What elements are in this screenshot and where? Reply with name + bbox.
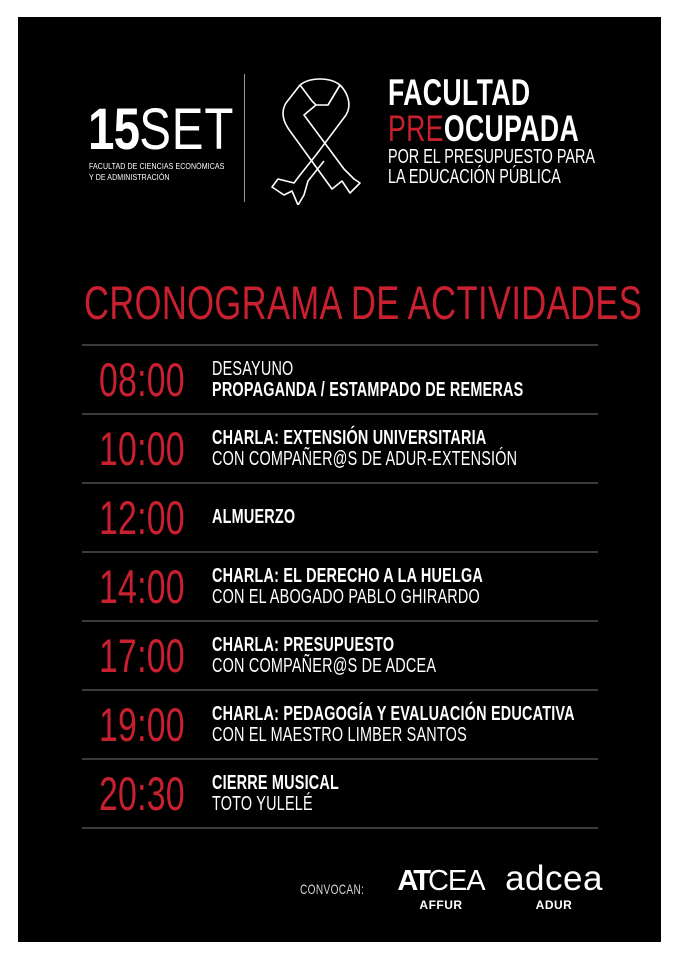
schedule-description <box>212 359 645 401</box>
header-divider <box>244 74 245 202</box>
schedule-line: CIERRE MUSICAL <box>212 772 340 794</box>
schedule-list <box>82 344 598 829</box>
adcea-logo: adcea <box>505 859 603 898</box>
schedule-description <box>212 704 679 746</box>
poster <box>18 17 661 942</box>
schedule-line: TOTO YULELÉ <box>212 793 313 815</box>
headline <box>388 72 676 188</box>
schedule-time: 08:00 <box>99 353 185 406</box>
schedule-description <box>212 507 328 528</box>
schedule-line: CON COMPAÑER@S DE ADCEA <box>212 655 437 677</box>
headline-line-1: FACULTAD <box>388 72 531 113</box>
schedule-row <box>82 482 598 551</box>
headline-line-3: POR EL PRESUPUESTO PARA <box>388 146 595 168</box>
schedule-description <box>212 428 636 470</box>
schedule-time: 19:00 <box>99 698 185 751</box>
schedule-time: 10:00 <box>99 422 185 475</box>
schedule-line: CHARLA: EXTENSIÓN UNIVERSITARIA <box>212 427 487 449</box>
schedule-line: ALMUERZO <box>212 506 296 528</box>
schedule-row <box>82 413 598 482</box>
faculty-name <box>89 161 224 183</box>
org-atcea <box>396 867 486 912</box>
ribbon-icon <box>270 77 362 205</box>
schedule-time: 12:00 <box>99 491 185 544</box>
schedule-line: PROPAGANDA / ESTAMPADO DE REMERAS <box>212 379 524 401</box>
headline-line-2 <box>388 108 595 149</box>
schedule-line: CHARLA: PRESUPUESTO <box>212 634 395 656</box>
schedule-row <box>82 620 598 689</box>
schedule-line: CHARLA: PEDAGOGÍA Y EVALUACIÓN EDUCATIVA <box>212 703 575 725</box>
atcea-logo-bold: AT <box>397 865 428 897</box>
schedule-time: 20:30 <box>99 767 185 820</box>
event-month: SET <box>139 97 235 162</box>
headline-white-suffix: OCUPADA <box>443 108 580 149</box>
schedule-line: CON EL MAESTRO LIMBER SANTOS <box>212 724 467 746</box>
schedule-line: DESAYUNO <box>212 358 294 380</box>
event-day: 15 <box>88 97 140 162</box>
schedule-description <box>212 566 588 608</box>
convocan-label: CONVOCAN: <box>300 881 365 897</box>
schedule-description <box>212 773 388 815</box>
schedule-time: 17:00 <box>99 629 185 682</box>
schedule-time: 14:00 <box>99 560 185 613</box>
faculty-name-line-2: Y DE ADMINISTRACIÓN <box>89 173 170 182</box>
org-affiliation: ADUR <box>535 898 573 912</box>
faculty-name-line-1: FACULTAD DE CIENCIAS ECONÓMICAS <box>89 162 225 171</box>
atcea-logo <box>396 867 486 896</box>
schedule-row <box>82 551 598 620</box>
headline-line-4: LA EDUCACIÓN PÚBLICA <box>388 166 561 188</box>
section-title: CRONOGRAMA DE ACTIVIDADES <box>84 276 643 329</box>
schedule-line: CON EL ABOGADO PABLO GHIRARDO <box>212 586 480 608</box>
schedule-row <box>82 758 598 829</box>
schedule-description <box>212 635 523 677</box>
atcea-logo-light: CEA <box>427 865 485 897</box>
schedule-line: CHARLA: EL DERECHO A LA HUELGA <box>212 565 484 587</box>
schedule-line: CON COMPAÑER@S DE ADUR-EXTENSIÓN <box>212 448 518 470</box>
org-affiliation: AFFUR <box>419 898 463 912</box>
event-date <box>88 97 235 162</box>
schedule-row <box>82 689 598 758</box>
org-adcea <box>498 861 610 912</box>
schedule-row <box>82 344 598 413</box>
headline-red-prefix: PRE <box>388 108 444 149</box>
